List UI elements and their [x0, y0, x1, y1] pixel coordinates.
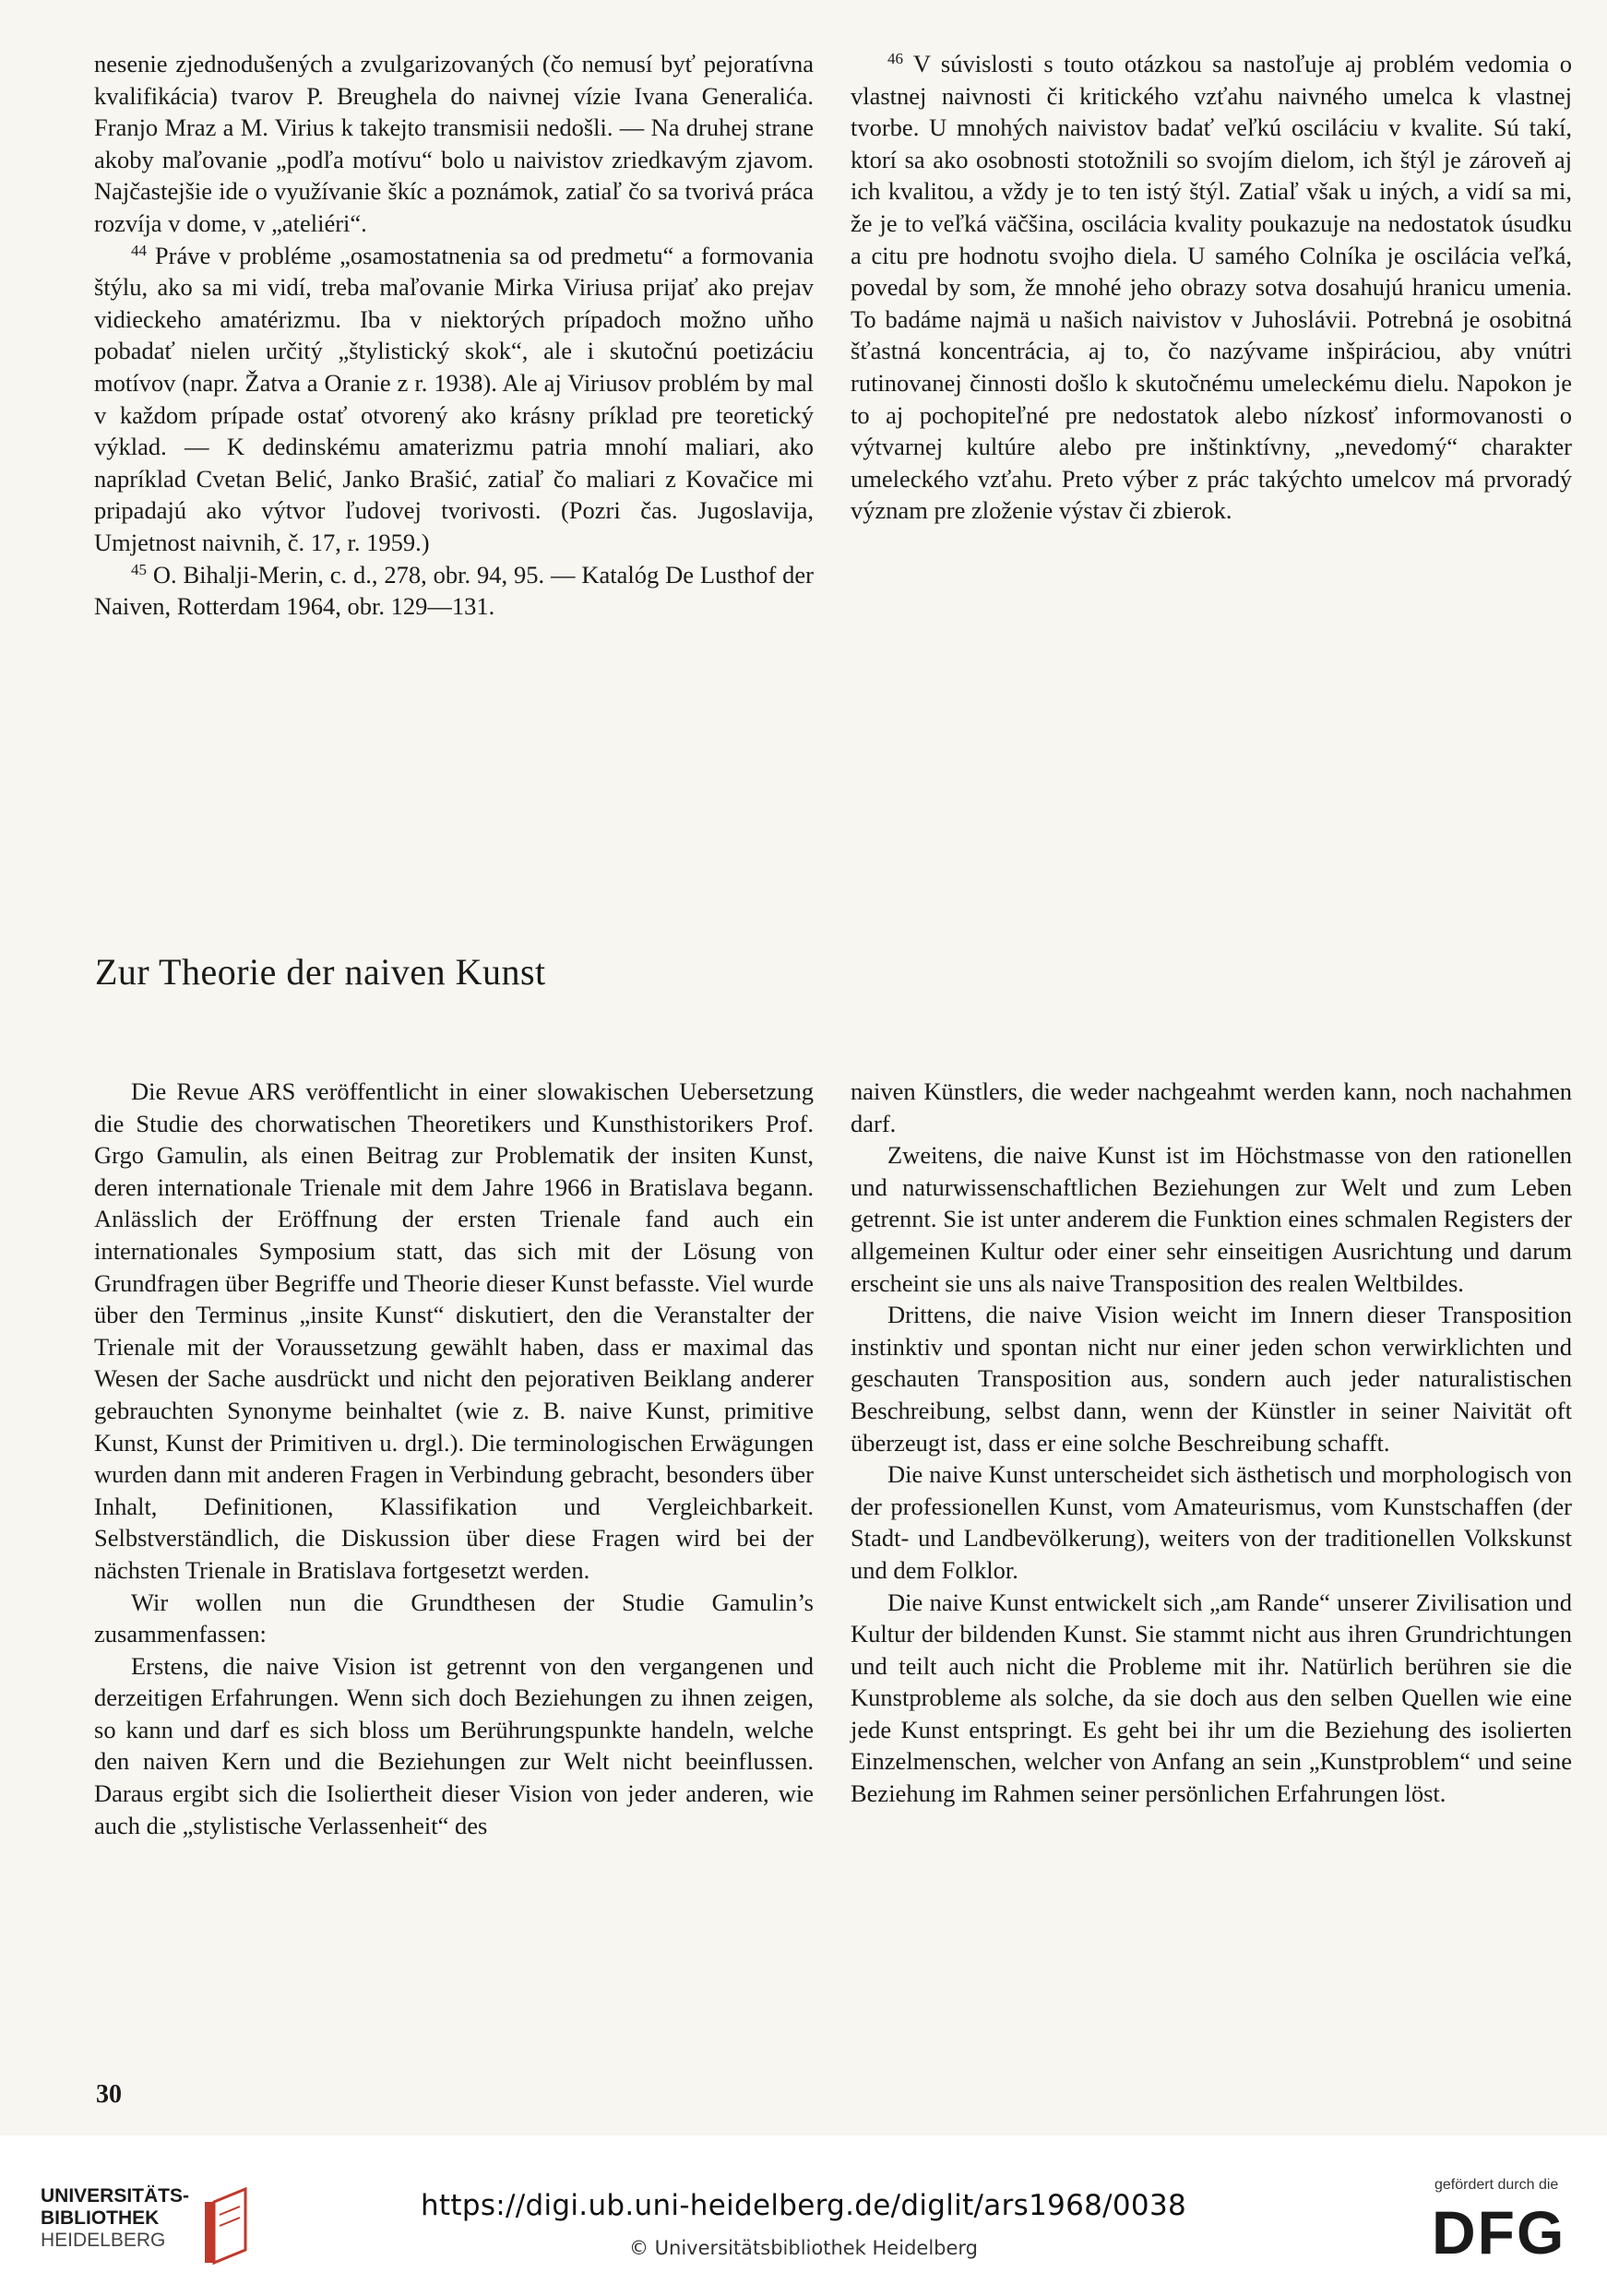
paragraph: naiven Künstlers, die weder nachgeahmt werden kann, noch nachahmen darf. — [851, 1077, 1572, 1137]
footnote-marker: 46 — [887, 50, 903, 67]
footnote-44-text: Práve v probléme „osamostatnenia sa od predmetu“ a formovania štýlu, ako sa mi vidí, treba maľovanie Mirka Viriusa prijať ako prejav vidieckeho amatérizmu. Iba v niektorých prípadoch možno uňho pobadať nielen určitý „štylistický skok“, ale i skutočnú poetizáciu motívov (napr. Žatva a Oranie z r. 1938). Ale aj Viriusov problém by mal v každom prípade ostať otvorený ako krásny príklad pre teoretický výklad. — K dedinskému amaterizmu patria mnohí maliari, ako napríklad Cvetan Belić, Janko Brašić, zatiaľ čo maliari z Kovačice mi pripadajú ako výtvor ľudovej tvorivosti. (Pozri čas. Jugoslavija, Umjetnost naivnih, č. 17, r. 1959.) — [94, 241, 814, 556]
copyright-notice: © Universitätsbibliothek Heidelberg — [628, 2237, 978, 2259]
footnote-45 — [94, 559, 814, 623]
dfg-logo[interactable] — [1430, 2198, 1577, 2265]
paragraph: Die Revue ARS veröffentlicht in einer slowakischen Uebersetzung die Studie des chorwatischen Theoretikers und Kunsthistorikers Prof. Grgo Gamulin, als einen Beitrag zur Problematik der insiten Kunst, deren internationale Trienale mit dem Jahre 1966 in Bratislava begann. Anlässlich der Eröffnung der ersten Trienale fand auch ein internationales Symposium statt, das sich mit der Lösung von Grundfragen über Begriffe und Theorie dieser Kunst befasste. Viel wurde über den Terminus „insite Kunst“ diskutiert, den die Veranstalter der Trienale mit der Voraussetzung gewählt haben, dass er maximal das Wesen der Sache ausdrückt und nicht den pejorativen Beiklang anderer gebrauchten Synonyme beinhaltet (wie z. B. naive Kunst, primitive Kunst, Kunst der Primitiven u. drgl.). Die terminologischen Erwägungen wurden dann mit anderen Fragen in Verbindung gebracht, besonders über Inhalt, Definitionen, Klassifikation und Vergleichbarkeit. Selbstverständlich, die Diskussion über diese Fragen wird bei der nächsten Trienale in Bratislava fortgesetzt werden. — [94, 1077, 814, 1584]
logo-line: BIBLIOTHEK — [41, 2207, 160, 2229]
footnote-marker: 45 — [131, 560, 147, 578]
paragraph: Zweitens, die naive Kunst ist im Höchstmasse von den rationellen und naturwissenschaftlichen Beziehungen zur Welt und zum Leben getrennt. Sie ist unter anderem die Funktion eines schmalen Registers der allgemeinen Kultur oder einer sehr einseitigen Ausrichtung und darum erscheint sie uns als naive Transposition des realen Weltbildes. — [851, 1141, 1572, 1297]
footer-bar — [0, 2135, 1607, 2296]
permalink-url[interactable]: https://digi.ub.uni-heidelberg.de/diglit/ars1968/0038 — [420, 2189, 1186, 2222]
footnote-46-text: V súvislosti s touto otázkou sa nastoľuje aj problém vedomia o vlastnej naivnosti či kritického vzťahu naivného umelca k vlastnej tvorbe. U mnohých naivistov badať veľkú osciláciu v kvalite. Sú takí, ktorí sa ako osobnosti stotožnili so svojím dielom, ich štýl je zároveň aj ich kvalitou, a vždy je to ten istý štýl. Zatiaľ však u iných, a vidí sa mi, že je to veľká väčšina, oscilácia kvality poukazuje na nedostatok úsudku a citu pre hodnotu svojho diela. U samého Colníka je oscilácia veľká, povedal by som, že mnohé jeho obrazy sotva dosahujú hranicu umenia. To badáme najmä u našich naivistov v Juhoslávii. Potrebná je osobitná šťastná koncentrácia, aj to, čo nazývame inšpiráciou, aby vnútri rutinovanej činnosti došlo k skutočnému umeleckému dielu. Napokon je to aj pochopiteľné pre nedostatok alebo nízkosť informovanosti o výtvarnej kultúre alebo pre inštinktívny, „nevedomý“ charakter umeleckého vzťahu. Preto výber z prác takýchto umelcov má prvoradý význam pre zloženie výstav či zbierok. — [851, 50, 1573, 525]
article-heading: Zur Theorie der naiven Kunst — [95, 951, 546, 993]
footnotes-right — [851, 48, 1572, 527]
footnote-text: nesenie zjednodušených a zvulgarizovaných (čo nemusí byť pejoratívna kvalifikácia) tvarov P. Breughela do naivnej vízie Ivana Generalića. Franjo Mraz a M. Virius k takejto transmisii nedošli. — Na druhej strane akoby maľovanie „podľa motívu“ bolo u naivistov zriedkavým zjavom. Najčastejšie ide o využívanie škíc a poznámok, zatiaľ čo sa tvorivá práca rozvíja v dome, v „ateliéri“. — [94, 50, 814, 237]
paragraph: Die naive Kunst unterscheidet sich ästhetisch und morphologisch von der professionellen Kunst, vom Amateurismus, vom Kunstschaffen (der Stadt- und Landbevölkerung), weiters von der traditionellen Volkskunst und dem Folklor. — [851, 1460, 1572, 1584]
footnotes-left — [94, 48, 814, 623]
body-right — [851, 1076, 1572, 1810]
footnote-marker: 44 — [131, 241, 147, 259]
paragraph: Drittens, die naive Vision weicht im Innern dieser Transposition instinktiv und spontan nicht nur einer jeden schon verwirklichten und geschauten Transposition aus, sondern auch jeder naturalistischen Beschreibung, selbst dann, wenn der Künstler in seiner Naivität oft überzeugt ist, dass er eine solche Beschreibung schafft. — [851, 1301, 1572, 1457]
footnote-44 — [94, 240, 814, 559]
paragraph: Erstens, die naive Vision ist getrennt von den vergangenen und derzeitigen Erfahrungen. Wenn sich doch Beziehungen zu ihnen zeigen, so kann und darf es sich bloss um Berührungspunkte handeln, welche den naiven Kern und die Beziehungen zur Welt nicht beeinflussen. Daraus ergibt sich die Isoliertheit dieser Vision von jeder anderen, wie auch die „stylistische Verlassenheit“ des — [94, 1651, 814, 1839]
page-number: 30 — [96, 2080, 122, 2109]
logo-line: HEIDELBERG — [41, 2230, 166, 2251]
funding-tagline: gefördert durch die — [1434, 2177, 1559, 2193]
paragraph: Die naive Kunst entwickelt sich „am Rande“ unserer Zivilisation und Kultur der bildenden Kunst. Sie stammt nicht aus ihren Grundrichtungen und teilt auch nicht die Probleme mit ihr. Natürlich berühren sie die Kunstprobleme als solche, da sie doch aus den selben Quellen wie eine jede Kunst entspringt. Es geht bei ihr um die Beziehung des isolierten Einzelmenschen, welcher von Anfang an sein „Kunstproblem“ und seine Beziehung im Rahmen seiner persönlichen Erfahrungen löst. — [851, 1588, 1572, 1808]
body-left — [94, 1076, 814, 1841]
footnote-46 — [851, 48, 1572, 527]
paragraph: Wir wollen nun die Grundthesen der Studie Gamulin’s zusammenfassen: — [94, 1588, 814, 1648]
footnote-45-text: O. Bihalji-Merin, c. d., 278, obr. 94, 95. — Katalóg De Lusthof der Naiven, Rotterdam 1964, obr. 129—131. — [94, 560, 815, 621]
logo-line: UNIVERSITÄTS- — [41, 2185, 190, 2207]
dfg-logo-text: DFG — [1432, 2198, 1566, 2265]
